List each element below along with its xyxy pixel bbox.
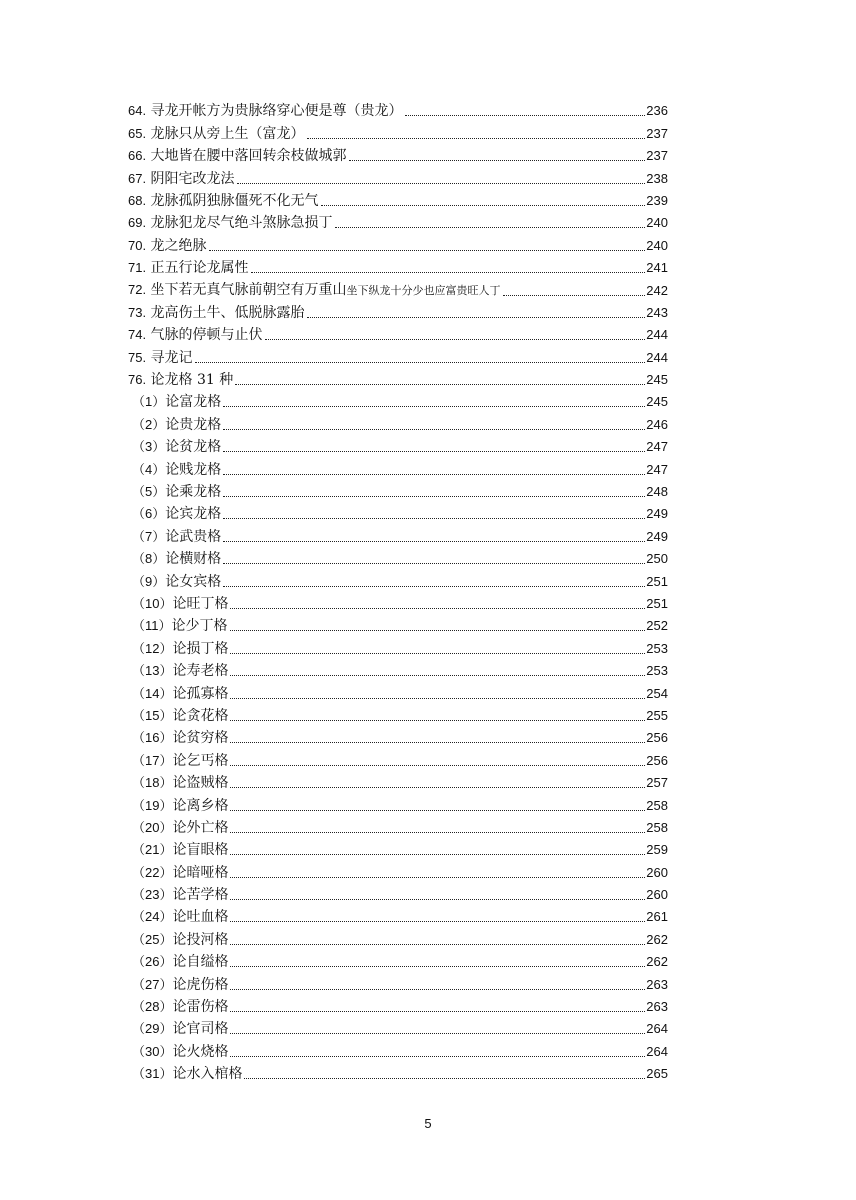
toc-entry-number: （2） [132, 416, 166, 432]
toc-entry-title [128, 729, 228, 747]
toc-entry-number: （6） [132, 506, 166, 522]
dot-leader [195, 361, 646, 363]
toc-entry-page: 262 [646, 931, 668, 947]
dot-leader [230, 1055, 645, 1057]
toc-entry-number: （8） [132, 551, 166, 567]
dot-leader [230, 876, 645, 878]
toc-entry-number: 70. [128, 237, 147, 253]
toc-entry-page: 245 [646, 372, 668, 388]
page-number: 5 [424, 1116, 432, 1131]
toc-entry-number: 64. [128, 103, 147, 119]
toc-entry[interactable] [128, 971, 668, 993]
toc-entry-title [128, 237, 207, 255]
toc-entry[interactable] [128, 882, 668, 904]
toc-entry-text: 论暗哑格 [172, 864, 229, 881]
toc-entry-text: 论火烧格 [172, 1043, 229, 1060]
toc-entry-title [128, 953, 228, 971]
toc-entry[interactable] [128, 680, 668, 702]
toc-entry-text: 论贱龙格 [165, 461, 222, 478]
toc-entry[interactable] [128, 277, 668, 299]
toc-entry-number: 68. [128, 192, 147, 208]
toc-entry-title [128, 125, 305, 143]
dot-leader [230, 719, 645, 721]
toc-entry-number: （11） [132, 618, 172, 634]
dot-leader [237, 182, 646, 184]
toc-entry-text: 论贵龙格 [165, 416, 222, 433]
dot-leader [230, 988, 645, 990]
toc-entry[interactable] [128, 546, 668, 568]
toc-entry-number: （22） [132, 864, 173, 880]
dot-leader [405, 114, 646, 116]
toc-entry[interactable] [128, 255, 668, 277]
toc-entry-text: 龙脉只从旁上生（富龙） [150, 125, 305, 142]
dot-leader [223, 585, 645, 587]
toc-entry-title [128, 528, 221, 546]
toc-entry-number: （28） [132, 999, 173, 1015]
toc-entry-number: （7） [132, 528, 166, 544]
toc-entry-page: 264 [646, 1021, 668, 1037]
toc-entry-title [128, 998, 228, 1016]
toc-entry-number: （20） [132, 819, 173, 835]
dot-leader [230, 674, 645, 676]
toc-entry-text: 论外亡格 [172, 819, 229, 836]
toc-entry-number: 71. [128, 260, 147, 276]
toc-entry-page: 241 [646, 260, 668, 276]
toc-entry[interactable] [128, 300, 668, 322]
toc-entry[interactable] [128, 949, 668, 971]
dot-leader [223, 428, 645, 430]
dot-leader [235, 383, 645, 385]
toc-entry-title [128, 819, 228, 837]
toc-entry-page: 249 [646, 506, 668, 522]
toc-entry-number: 75. [128, 349, 147, 365]
dot-leader [321, 204, 646, 206]
toc-entry-title [128, 1043, 228, 1061]
toc-entry-number: （19） [132, 797, 173, 813]
toc-entry-page: 242 [646, 282, 668, 298]
toc-entry-number: 73. [128, 304, 147, 320]
toc-entry-page: 236 [646, 103, 668, 119]
dot-leader [230, 898, 645, 900]
toc-entry-text: 论龙格 31 种 [150, 372, 234, 389]
toc-entry-page: 251 [646, 595, 668, 611]
toc-entry-number: 74. [128, 327, 147, 343]
toc-entry-title [128, 483, 221, 501]
toc-entry-title [128, 550, 221, 568]
toc-entry-page: 247 [646, 461, 668, 477]
dot-leader [209, 249, 646, 251]
toc-entry-title [128, 797, 228, 815]
toc-entry-page: 247 [646, 439, 668, 455]
dot-leader [230, 697, 645, 699]
toc-entry-text-small: 坐下纵龙十分少也应富贵旺人丁 [346, 283, 501, 297]
toc-entry-page: 256 [646, 730, 668, 746]
toc-entry-text: 坐下若无真气脉前朝空有万重山 [150, 281, 347, 298]
dot-leader [230, 652, 645, 654]
dot-leader [223, 450, 645, 452]
toc-entry[interactable] [128, 411, 668, 433]
toc-entry-title [128, 617, 228, 635]
toc-entry[interactable] [128, 725, 668, 747]
toc-entry-page: 251 [646, 573, 668, 589]
toc-entry-text: 龙脉孤阴独脉僵死不化无气 [150, 192, 319, 209]
toc-entry-page: 259 [646, 842, 668, 858]
toc-entry-number: 76. [128, 372, 147, 388]
toc-entry-title [128, 102, 403, 120]
toc-entry-number: （18） [132, 775, 173, 791]
toc-entry[interactable] [128, 143, 668, 165]
toc-entry-number: 67. [128, 170, 147, 186]
toc-entry-number: （25） [132, 931, 173, 947]
toc-entry-number: 65. [128, 125, 147, 141]
toc-entry-text: 寻龙开帐方为贵脉络穿心便是尊（贵龙） [150, 103, 403, 120]
toc-entry-text: 论女宾格 [165, 573, 222, 590]
toc-entry-title [128, 170, 235, 188]
toc-entry[interactable] [128, 456, 668, 478]
toc-entry-number: （12） [132, 640, 173, 656]
toc-entry-text: 论官司格 [172, 1021, 229, 1038]
dot-leader [335, 226, 646, 228]
dot-leader [230, 607, 645, 609]
toc-entry-title [128, 349, 193, 367]
toc-entry[interactable] [128, 434, 668, 456]
toc-entry[interactable] [128, 635, 668, 657]
toc-entry-title [128, 304, 305, 322]
toc-entry-page: 265 [646, 1066, 668, 1082]
toc-entry-number: （16） [132, 730, 173, 746]
toc-entry-number: （3） [132, 439, 166, 455]
toc-entry-text: 论虎伤格 [172, 976, 229, 993]
toc-entry-text: 大地皆在腰中落回转余枝做城郭 [150, 148, 347, 165]
toc-entry-title [128, 281, 501, 300]
toc-entry-number: （1） [132, 394, 166, 410]
toc-entry-text: 论寿老格 [172, 663, 229, 680]
dot-leader [230, 809, 645, 811]
toc-entry-text: 论损丁格 [172, 640, 229, 657]
dot-leader [223, 405, 645, 407]
toc-entry[interactable] [128, 792, 668, 814]
dot-leader [230, 764, 645, 766]
toc-entry-page: 244 [646, 349, 668, 365]
toc-entry[interactable] [128, 165, 668, 187]
dot-leader [223, 517, 645, 519]
toc-entry-text: 论贫穷格 [172, 730, 229, 747]
toc-entry-page: 249 [646, 528, 668, 544]
toc-entry-title [128, 864, 228, 882]
toc-entry-text: 论自缢格 [172, 954, 229, 971]
dot-leader [349, 159, 646, 161]
toc-entry-title [128, 774, 228, 792]
dot-leader [223, 473, 645, 475]
toc-entry-text: 论富龙格 [165, 394, 222, 411]
toc-entry-page: 246 [646, 416, 668, 432]
toc-entry-title [128, 886, 228, 904]
toc-entry[interactable] [128, 188, 668, 210]
toc-entry-page: 263 [646, 976, 668, 992]
toc-entry-page: 252 [646, 618, 668, 634]
toc-entry-text: 论水入棺格 [172, 1066, 243, 1083]
toc-entry[interactable] [128, 1016, 668, 1038]
toc-entry-text: 龙之绝脉 [150, 237, 207, 254]
toc-entry-title [128, 976, 228, 994]
toc-entry-page: 257 [646, 775, 668, 791]
dot-leader [307, 316, 646, 318]
toc-entry-number: （14） [132, 685, 173, 701]
table-of-contents [128, 98, 668, 1083]
toc-entry-page: 263 [646, 999, 668, 1015]
toc-entry-page: 253 [646, 640, 668, 656]
toc-entry-title [128, 908, 228, 926]
toc-entry-number: 72. [128, 281, 147, 297]
toc-entry-title [128, 685, 228, 703]
dot-leader [230, 831, 645, 833]
toc-entry[interactable] [128, 904, 668, 926]
dot-leader [251, 271, 646, 273]
dot-leader [230, 1032, 645, 1034]
toc-entry-title [128, 573, 221, 591]
dot-leader [223, 562, 645, 564]
toc-entry-page: 254 [646, 685, 668, 701]
toc-entry-page: 239 [646, 192, 668, 208]
toc-entry-text: 论乘龙格 [165, 484, 222, 501]
toc-entry-page: 248 [646, 484, 668, 500]
toc-entry-text: 论宾龙格 [165, 506, 222, 523]
toc-entry[interactable] [128, 120, 668, 142]
toc-entry-text: 论贫龙格 [165, 439, 222, 456]
toc-entry-title [128, 214, 333, 232]
toc-entry-text: 论横财格 [165, 551, 222, 568]
toc-entry-number: （5） [132, 484, 166, 500]
toc-entry[interactable] [128, 344, 668, 366]
toc-entry-title [128, 662, 228, 680]
toc-entry-text: 论离乡格 [172, 797, 229, 814]
dot-leader [223, 540, 645, 542]
toc-entry[interactable] [128, 815, 668, 837]
toc-entry[interactable] [128, 613, 668, 635]
toc-entry-number: （23） [132, 887, 173, 903]
toc-entry-text: 论苦学格 [172, 887, 229, 904]
toc-entry-title [128, 640, 228, 658]
toc-entry-title [128, 1020, 228, 1038]
toc-entry[interactable] [128, 568, 668, 590]
toc-entry-title [128, 752, 228, 770]
toc-entry[interactable] [128, 994, 668, 1016]
toc-entry-page: 260 [646, 887, 668, 903]
toc-entry-text: 龙高伤土牛、低脱脉露胎 [150, 304, 305, 321]
toc-entry-page: 237 [646, 125, 668, 141]
toc-entry-page: 262 [646, 954, 668, 970]
toc-entry-text: 论盲眼格 [172, 842, 229, 859]
toc-entry[interactable] [128, 591, 668, 613]
toc-entry[interactable] [128, 389, 668, 411]
dot-leader [230, 1010, 645, 1012]
toc-entry-page: 260 [646, 864, 668, 880]
toc-entry-number: （31） [132, 1066, 173, 1082]
toc-entry-title [128, 259, 249, 277]
toc-entry-number: （29） [132, 1021, 173, 1037]
toc-entry-page: 255 [646, 707, 668, 723]
dot-leader [307, 137, 646, 139]
toc-entry-page: 250 [646, 551, 668, 567]
toc-entry[interactable] [128, 501, 668, 523]
toc-entry-text: 论吐血格 [172, 909, 229, 926]
dot-leader [230, 920, 645, 922]
toc-entry[interactable] [128, 232, 668, 254]
toc-entry-text: 论武贵格 [165, 528, 222, 545]
toc-entry-title [128, 461, 221, 479]
toc-entry-number: （10） [132, 595, 173, 611]
toc-entry[interactable] [128, 859, 668, 881]
toc-entry-page: 261 [646, 909, 668, 925]
toc-entry-text: 论雷伤格 [172, 999, 229, 1016]
toc-entry-text: 论少丁格 [171, 618, 228, 635]
dot-leader [230, 853, 645, 855]
toc-entry-text: 气脉的停顿与止伏 [150, 327, 263, 344]
toc-entry-title [128, 438, 221, 456]
toc-entry-number: （26） [132, 954, 173, 970]
toc-entry[interactable] [128, 770, 668, 792]
toc-entry-text: 阴阳宅改龙法 [150, 170, 235, 187]
toc-entry-page: 237 [646, 148, 668, 164]
toc-entry-text: 龙脉犯龙尽气绝斗煞脉急损丁 [150, 215, 333, 232]
toc-entry-text: 论贪花格 [172, 707, 229, 724]
toc-entry-text: 论旺丁格 [172, 595, 229, 612]
toc-entry-title [128, 393, 221, 411]
toc-entry-number: （30） [132, 1043, 173, 1059]
toc-entry-title [128, 147, 347, 165]
toc-entry-page: 238 [646, 170, 668, 186]
toc-entry-page: 240 [646, 215, 668, 231]
toc-entry[interactable] [128, 523, 668, 545]
toc-entry-page: 253 [646, 663, 668, 679]
toc-entry[interactable] [128, 703, 668, 725]
toc-entry-number: 66. [128, 148, 147, 164]
toc-entry-text: 论投河格 [172, 931, 229, 948]
toc-entry[interactable] [128, 747, 668, 769]
toc-entry-page: 245 [646, 394, 668, 410]
toc-entry[interactable] [128, 479, 668, 501]
toc-entry-title [128, 707, 228, 725]
dot-leader [230, 965, 645, 967]
toc-entry[interactable] [128, 926, 668, 948]
toc-entry[interactable] [128, 367, 668, 389]
toc-entry-number: （17） [132, 752, 173, 768]
toc-entry-page: 258 [646, 819, 668, 835]
toc-entry-number: （9） [132, 573, 166, 589]
toc-entry[interactable] [128, 98, 668, 120]
toc-entry-title [128, 841, 228, 859]
toc-entry-page: 264 [646, 1043, 668, 1059]
toc-entry[interactable] [128, 210, 668, 232]
dot-leader [230, 786, 645, 788]
dot-leader [230, 629, 646, 631]
toc-entry-title [128, 931, 228, 949]
toc-entry-number: （15） [132, 707, 173, 723]
toc-entry-text: 寻龙记 [150, 349, 193, 366]
toc-entry[interactable] [128, 658, 668, 680]
toc-entry[interactable] [128, 1038, 668, 1060]
toc-entry-number: （27） [132, 976, 173, 992]
toc-entry[interactable] [128, 322, 668, 344]
dot-leader [244, 1077, 645, 1079]
toc-entry-title [128, 505, 221, 523]
toc-entry-page: 258 [646, 797, 668, 813]
toc-entry-page: 256 [646, 752, 668, 768]
dot-leader [265, 338, 646, 340]
toc-entry[interactable] [128, 837, 668, 859]
toc-entry-page: 240 [646, 237, 668, 253]
toc-entry-number: （21） [132, 842, 173, 858]
toc-entry-text: 论盗贼格 [172, 775, 229, 792]
toc-entry-page: 243 [646, 304, 668, 320]
toc-entry-title [128, 371, 233, 389]
dot-leader [503, 294, 646, 296]
toc-entry-title [128, 416, 221, 434]
toc-entry-title [128, 595, 228, 613]
toc-entry-number: （13） [132, 663, 173, 679]
dot-leader [230, 943, 645, 945]
dot-leader [223, 495, 645, 497]
dot-leader [230, 741, 645, 743]
toc-entry-title [128, 192, 319, 210]
toc-entry-text: 论孤寡格 [172, 685, 229, 702]
toc-entry-number: （24） [132, 909, 173, 925]
toc-entry-title [128, 1065, 242, 1083]
toc-entry-text: 论乞丐格 [172, 752, 229, 769]
toc-entry-number: 69. [128, 215, 147, 231]
toc-entry-title [128, 326, 263, 344]
toc-entry-text: 正五行论龙属性 [150, 260, 249, 277]
toc-entry-page: 244 [646, 327, 668, 343]
toc-entry-number: （4） [132, 461, 166, 477]
toc-entry[interactable] [128, 1061, 668, 1083]
